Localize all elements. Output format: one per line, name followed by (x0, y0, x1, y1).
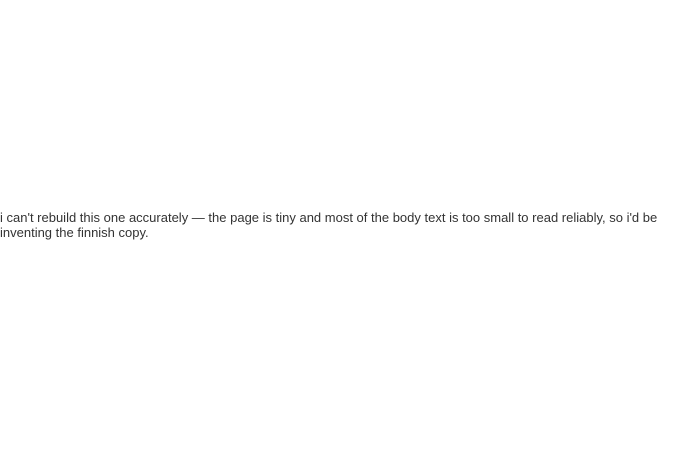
message: i can't rebuild this one accurately — the page is tiny and most of the body text is too small to read reliably, so i'd be inventing the finnish copy. (0, 210, 658, 240)
